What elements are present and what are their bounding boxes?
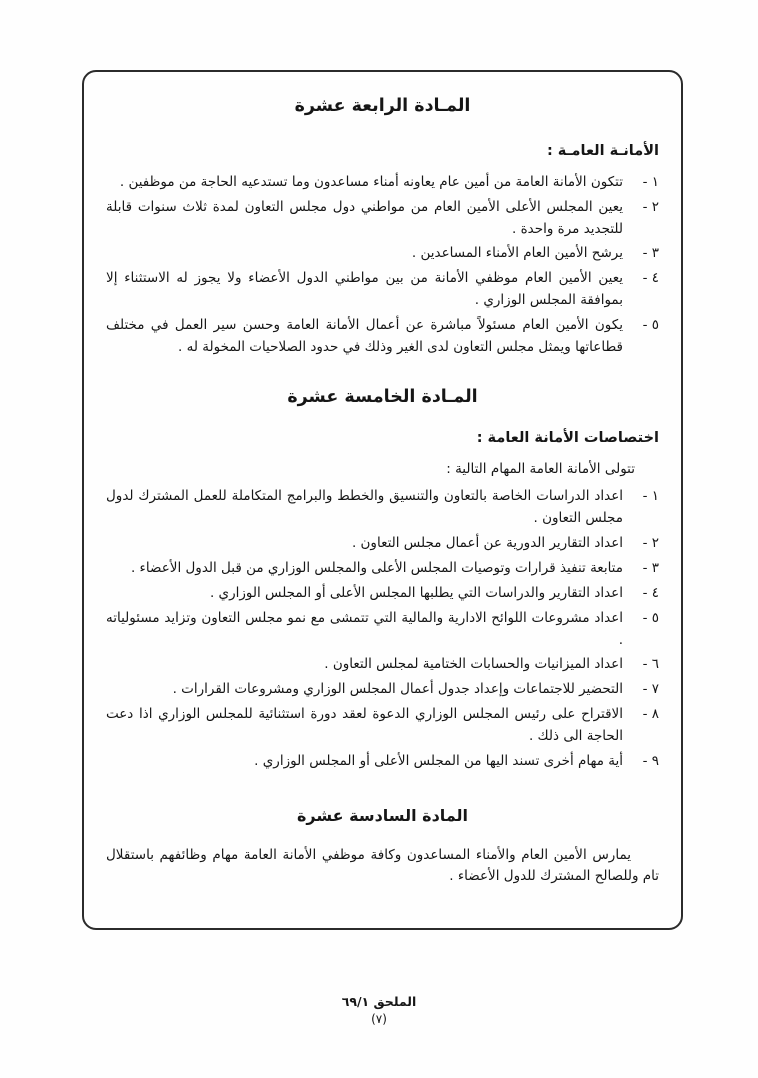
article-15-section-heading: اختصاصات الأمانة العامة :	[476, 430, 659, 447]
list-item	[106, 533, 659, 555]
list-item-number: ٤ -	[642, 270, 659, 287]
list-item-number: ٧ -	[642, 681, 659, 698]
list-item	[106, 197, 659, 241]
list-item-number: ٩ -	[642, 752, 659, 769]
annex-reference: الملحق ٦٩/١	[341, 994, 417, 1009]
list-item-number: ٦ -	[642, 656, 659, 673]
list-item	[106, 679, 659, 701]
list-item	[106, 704, 659, 748]
article-14-title: المـادة الرابعة عشرة	[294, 96, 471, 116]
list-item-number: ٥ -	[642, 609, 659, 626]
list-item-number: ٢ -	[642, 535, 659, 552]
list-item-text: يعين المجلس الأعلى الأمين العام من مواطني دول مجلس التعاون لمدة ثلاث سنوات قابلة للتجديد مرة واحدة .	[106, 198, 623, 237]
list-item-text: اعداد الدراسات الخاصة بالتعاون والتنسيق والخطط والبرامج المتكاملة للعمل المشترك لدول مجلس التعاون .	[106, 488, 623, 527]
page-number: (٧)	[371, 1012, 387, 1026]
list-item-text: يعين الأمين العام موظفي الأمانة من بين مواطني الدول الأعضاء ولا يجوز له الاستثناء إلا بموافقة المجلس الوزاري .	[106, 270, 623, 309]
page-footer	[0, 994, 758, 1026]
list-item-text: اعداد الميزانيات والحسابات الختامية لمجلس التعاون .	[324, 656, 623, 673]
list-item-number: ٣ -	[642, 245, 659, 262]
list-item-text: يرشح الأمين العام الأمناء المساعدين .	[411, 245, 623, 262]
list-item	[106, 315, 659, 359]
list-item-number: ٢ -	[642, 198, 659, 215]
list-item	[106, 243, 659, 265]
document-border-frame	[82, 70, 683, 930]
article-14-section-heading: الأمانـة العامـة :	[546, 143, 659, 160]
list-item-text: اعداد مشروعات اللوائح الادارية والمالية التي تتمشى مع نمو مجلس التعاون وتزايد مسئولياته .	[106, 609, 623, 648]
list-item	[106, 608, 659, 652]
list-item	[106, 654, 659, 676]
list-item	[106, 268, 659, 312]
list-item-number: ٨ -	[642, 706, 659, 723]
list-item	[106, 751, 659, 773]
list-item	[106, 172, 659, 194]
list-item-number: ١ -	[642, 488, 659, 505]
list-item-number: ٣ -	[642, 559, 659, 576]
list-item-number: ١ -	[642, 173, 659, 190]
list-item	[106, 486, 659, 530]
article-16-title: المادة السادسة عشرة	[296, 805, 469, 825]
article-15-intro: تتولى الأمانة العامة المهام التالية :	[446, 460, 635, 477]
article-15-title: المـادة الخامسة عشرة	[287, 386, 478, 407]
list-item-text: متابعة تنفيذ قرارات وتوصيات المجلس الأعلى والمجلس الوزاري من قبل الدول الأعضاء .	[130, 559, 623, 576]
list-item-text: تتكون الأمانة العامة من أمين عام يعاونه أمناء مساعدون وما تستدعيه الحاجة من موظفين .	[119, 173, 623, 190]
list-item-text: الاقتراح على رئيس المجلس الوزاري الدعوة لعقد دورة استثنائية للمجلس الوزاري اذا دعت الحاجة الى ذلك .	[106, 706, 623, 744]
list-item-text: اعداد التقارير الدورية عن أعمال مجلس التعاون .	[351, 535, 623, 552]
list-item-text: أية مهام أخرى تسند اليها من المجلس الأعلى أو المجلس الوزاري .	[254, 752, 623, 769]
list-item-number: ٤ -	[642, 584, 659, 601]
list-item	[106, 583, 659, 605]
list-item-text: التحضير للاجتماعات وإعداد جدول أعمال المجلس الوزاري ومشروعات القرارات .	[172, 681, 623, 698]
article-16-body: يمارس الأمين العام والأمناء المساعدون وكافة موظفي الأمانة العامة مهام وظائفهم باستقلال تام وللصالح المشترك للدول الأعضاء .	[106, 846, 659, 885]
list-item-number: ٥ -	[642, 316, 659, 333]
list-item-text: اعداد التقارير والدراسات التي يطلبها المجلس الأعلى أو المجلس الوزاري .	[209, 584, 623, 601]
list-item	[106, 558, 659, 580]
list-item-text: يكون الأمين العام مسئولاً مباشرة عن أعمال الأمانة العامة وحسن سير العمل في مختلف قطاعاتها ويمثل مجلس التعاون لدى الغير وذلك في حدود الصلاحيات المخولة له .	[106, 316, 623, 355]
